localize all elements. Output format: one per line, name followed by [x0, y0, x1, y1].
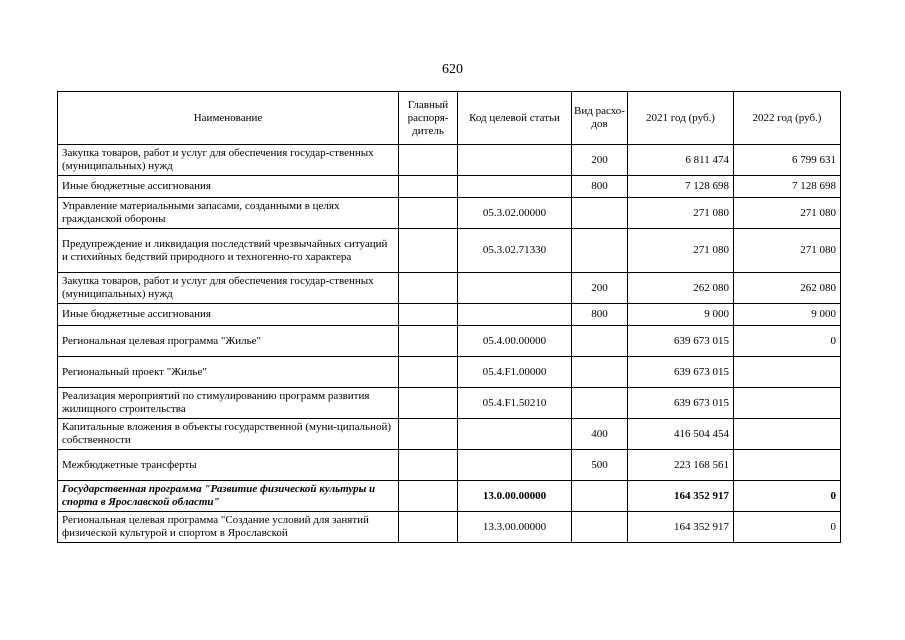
row-admin	[399, 273, 458, 304]
row-code: 13.3.00.00000	[458, 512, 572, 543]
row-vid: 500	[572, 450, 628, 481]
row-name: Межбюджетные трансферты	[58, 450, 399, 481]
row-2021: 262 080	[628, 273, 734, 304]
table-header-row	[58, 92, 841, 145]
row-2022: 262 080	[734, 273, 841, 304]
row-2022: 0	[734, 326, 841, 357]
row-code	[458, 273, 572, 304]
row-2022	[734, 357, 841, 388]
row-admin	[399, 357, 458, 388]
row-2021: 639 673 015	[628, 326, 734, 357]
table-row	[58, 176, 841, 198]
row-code: 05.4.F1.00000	[458, 357, 572, 388]
row-2022	[734, 450, 841, 481]
row-vid	[572, 326, 628, 357]
row-admin	[399, 419, 458, 450]
row-2022: 271 080	[734, 198, 841, 229]
header-vid: Вид расхо-дов	[572, 92, 628, 145]
row-2022: 7 128 698	[734, 176, 841, 198]
row-vid	[572, 229, 628, 273]
row-name: Иные бюджетные ассигнования	[58, 176, 399, 198]
row-vid	[572, 481, 628, 512]
row-vid: 200	[572, 145, 628, 176]
row-code: 13.0.00.00000	[458, 481, 572, 512]
row-name: Предупреждение и ликвидация последствий чрезвычайных ситуаций и стихийных бедствий природного и техногенно-го характера	[58, 229, 399, 273]
budget-table	[57, 91, 841, 543]
row-code: 05.4.F1.50210	[458, 388, 572, 419]
table-row	[58, 419, 841, 450]
row-2022: 271 080	[734, 229, 841, 273]
row-vid	[572, 198, 628, 229]
table-row	[58, 357, 841, 388]
row-2021: 6 811 474	[628, 145, 734, 176]
row-2021: 9 000	[628, 304, 734, 326]
row-code	[458, 419, 572, 450]
row-2022: 0	[734, 481, 841, 512]
row-admin	[399, 481, 458, 512]
row-2021: 271 080	[628, 229, 734, 273]
page-number: 620	[442, 62, 463, 77]
row-name: Региональный проект "Жилье"	[58, 357, 399, 388]
row-2021: 164 352 917	[628, 512, 734, 543]
row-code: 05.4.00.00000	[458, 326, 572, 357]
row-name: Закупка товаров, работ и услуг для обеспечения государ-ственных (муниципальных) нужд	[58, 273, 399, 304]
row-code	[458, 304, 572, 326]
row-code	[458, 145, 572, 176]
row-vid: 800	[572, 304, 628, 326]
table-row	[58, 145, 841, 176]
row-name: Управление материальными запасами, созданными в целях гражданской обороны	[58, 198, 399, 229]
row-admin	[399, 198, 458, 229]
row-vid	[572, 357, 628, 388]
row-admin	[399, 145, 458, 176]
row-admin	[399, 304, 458, 326]
row-2022: 6 799 631	[734, 145, 841, 176]
row-2021: 223 168 561	[628, 450, 734, 481]
table-row-program	[58, 481, 841, 512]
row-2021: 271 080	[628, 198, 734, 229]
row-name: Региональная целевая программа "Создание условий для занятий физической культурой и спортом в Ярославской	[58, 512, 399, 543]
row-admin	[399, 512, 458, 543]
header-name: Наименование	[58, 92, 399, 145]
table-row	[58, 198, 841, 229]
table-row	[58, 388, 841, 419]
header-code: Код целевой статьи	[458, 92, 572, 145]
row-code	[458, 176, 572, 198]
table-row	[58, 512, 841, 543]
row-2022	[734, 388, 841, 419]
row-code	[458, 450, 572, 481]
row-2021: 639 673 015	[628, 357, 734, 388]
table-row	[58, 326, 841, 357]
table-row	[58, 450, 841, 481]
row-name: Государственная программа "Развитие физической культуры и спорта в Ярославской области"	[58, 481, 399, 512]
row-admin	[399, 388, 458, 419]
row-code: 05.3.02.00000	[458, 198, 572, 229]
table-row	[58, 229, 841, 273]
header-2021: 2021 год (руб.)	[628, 92, 734, 145]
row-vid: 400	[572, 419, 628, 450]
row-vid: 200	[572, 273, 628, 304]
row-name: Иные бюджетные ассигнования	[58, 304, 399, 326]
row-2022: 9 000	[734, 304, 841, 326]
row-2022	[734, 419, 841, 450]
row-2021: 7 128 698	[628, 176, 734, 198]
row-2022: 0	[734, 512, 841, 543]
row-2021: 639 673 015	[628, 388, 734, 419]
row-vid	[572, 388, 628, 419]
row-name: Реализация мероприятий по стимулированию программ развития жилищного строительства	[58, 388, 399, 419]
row-admin	[399, 450, 458, 481]
row-name: Региональная целевая программа "Жилье"	[58, 326, 399, 357]
header-admin: Главный распоря-дитель	[399, 92, 458, 145]
row-2021: 164 352 917	[628, 481, 734, 512]
row-name: Закупка товаров, работ и услуг для обеспечения государ-ственных (муниципальных) нужд	[58, 145, 399, 176]
row-vid	[572, 512, 628, 543]
row-code: 05.3.02.71330	[458, 229, 572, 273]
row-vid: 800	[572, 176, 628, 198]
row-2021: 416 504 454	[628, 419, 734, 450]
table-row	[58, 273, 841, 304]
row-admin	[399, 176, 458, 198]
table-row	[58, 304, 841, 326]
header-2022: 2022 год (руб.)	[734, 92, 841, 145]
row-admin	[399, 229, 458, 273]
row-admin	[399, 326, 458, 357]
row-name: Капитальные вложения в объекты государственной (муни-ципальной) собственности	[58, 419, 399, 450]
